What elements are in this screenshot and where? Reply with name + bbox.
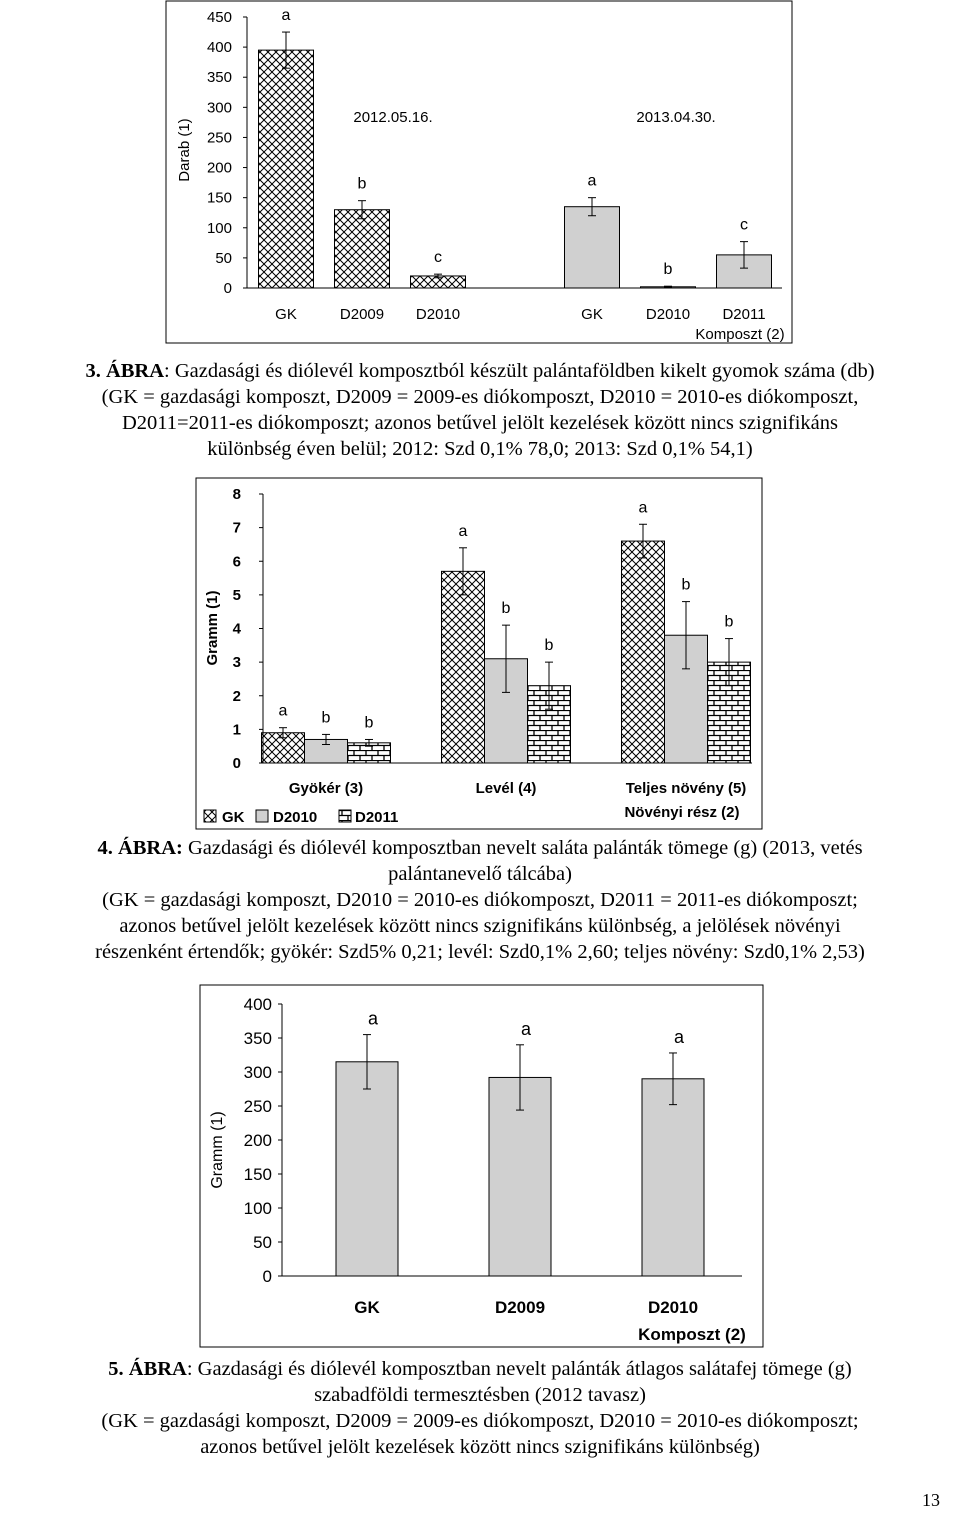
figure4-caption-line4: azonos betűvel jelölt kezelések között nincs szignifikáns különbség, a jelölések növényi [119,915,841,937]
figure4-ytick-label: 1 [232,721,241,739]
figure4-category-label: Gyökér (3) [288,780,364,797]
page-number: 13 [922,1490,940,1510]
figure4-caption-line2: palántanevelő tálcába) [388,863,572,885]
figure5-ytick-label: 150 [243,1165,272,1184]
figure3-significance-letter: c [434,249,442,267]
figure3-ytick-label: 400 [206,39,232,57]
figure3-ytick-label: 150 [206,189,232,207]
figure4-bar [442,571,485,763]
legend-label-gk: GK [222,809,245,826]
figure3-caption-line3: D2011=2011-es diókomposzt; azonos betűvel jelölt kezelések között nincs szignifikáns [122,412,838,434]
figure3-ytick-label: 300 [206,99,232,117]
figure3-significance-letter: a [587,172,597,190]
figure3-category-label: D2011 [722,306,766,323]
figure5-xlabel: Komposzt (2) [638,1325,746,1344]
figure3-significance-letter: c [740,216,748,234]
figure5-ytick-label: 400 [243,995,272,1014]
figure3-significance-letter: b [663,261,673,279]
figure3-caption-line1: : Gazdasági és diólevél komposztból készült palántaföldben kikelt gyomok száma (db) [164,360,875,382]
figure3-ytick-label: 350 [206,69,232,87]
figure4-caption-line5: részenként értendők; gyökér: Szd5% 0,21; levél: Szd0,1% 2,60; teljes növény: Szd0,1% 2,53) [95,941,865,963]
figure3-xlabel: Komposzt (2) [695,326,785,343]
figure5-bar [336,1062,398,1276]
figure3-group-label-2012: 2012.05.16. [353,109,433,126]
figure4-caption [0,835,960,965]
figure5-chart [200,985,763,1347]
figure5-caption-number: 5. ÁBRA [108,1358,187,1380]
figure5-ytick-label: 100 [243,1199,272,1218]
figure5-caption [0,1356,960,1460]
figure4-ytick-label: 2 [232,687,241,705]
figure3-bar [335,210,390,288]
figure4-caption-line1: Gazdasági és diólevél komposztban nevelt saláta palánták tömege (g) (2013, vetés [182,837,863,859]
figure4-ylabel: Gramm (1) [204,590,221,666]
figure5-ytick-label: 250 [243,1097,272,1116]
figure4-xlabel: Növényi rész (2) [624,804,740,821]
figure4-significance-letter: a [278,702,288,720]
figure5-category-label: D2010 [647,1298,699,1317]
figure5-ytick-label: 50 [253,1233,272,1252]
figure3-category-label: D2009 [339,306,385,323]
figure4-ytick-label: 7 [232,519,241,537]
figure3-category-label: D2010 [415,306,461,323]
figure4-legend [204,809,398,826]
figure4-bar [622,541,665,763]
legend-label-d2011: D2011 [355,809,399,826]
figure3-chart [166,1,792,343]
figure5-caption-line2: szabadföldi termesztésben (2012 tavasz) [314,1384,646,1406]
figure3-caption-line2: (GK = gazdasági komposzt, D2009 = 2009-es diókomposzt, D2010 = 2010-es diókomposzt, [101,386,859,408]
figure3-bar [565,207,620,288]
figure4-ytick-label: 4 [232,620,241,638]
figure4-ytick-label: 8 [232,486,241,503]
figure3-caption-number: 3. ÁBRA [85,360,165,382]
figure3-ylabel: Darab (1) [176,118,193,182]
figure5-ytick-label: 200 [243,1131,272,1150]
figure5-significance-letter: a [673,1026,685,1047]
figure5-ytick-label: 300 [243,1063,272,1082]
figure4-significance-letter: b [544,637,554,655]
figure3-ytick-label: 250 [206,129,232,147]
figure3-significance-letter: a [281,7,291,25]
figure3-category-label: GK [581,306,603,323]
figure4-caption-number: 4. ÁBRA: [97,837,183,859]
figure3-group-label-2013: 2013.04.30. [636,109,716,126]
figure4-category-label: Teljes növény (5) [625,780,747,797]
figure5-significance-letter: a [520,1018,532,1039]
figure5-caption-line3: (GK = gazdasági komposzt, D2009 = 2009-es diókomposzt, D2010 = 2010-es diókomposzt; [101,1410,859,1432]
figure5-category-label: GK [354,1298,380,1317]
figure4-significance-letter: b [321,709,331,727]
figure5-ytick-label: 0 [262,1267,272,1286]
figure3-ytick-label: 50 [215,249,232,267]
figure4-significance-letter: b [364,714,374,732]
figure5-significance-letter: a [367,1008,379,1029]
figure4-ytick-label: 5 [232,586,241,604]
figure4-significance-letter: b [724,613,734,631]
figure3-caption-line4: különbség éven belül; 2012: Szd 0,1% 78,0; 2013: Szd 0,1% 54,1) [207,438,753,460]
figure4-significance-letter: b [501,600,511,618]
figure3-significance-letter: b [357,175,367,193]
figure4-significance-letter: a [458,522,468,540]
figure3-caption [0,358,960,462]
figure4-significance-letter: b [681,576,691,594]
figure3-category-label: D2010 [645,306,691,323]
figure5-ylabel: Gramm (1) [209,1111,226,1189]
figure4-ytick-label: 6 [232,553,241,571]
figure3-category-label: GK [275,306,297,323]
figure4-ytick-label: 0 [232,755,241,772]
legend-swatch-gk [204,810,216,822]
figure3-ytick-label: 0 [223,280,232,297]
figure5-bar [642,1079,704,1276]
figure4-caption-line3: (GK = gazdasági komposzt, D2010 = 2010-es diókomposzt, D2011 = 2011-es diókomposzt; [102,889,858,911]
figure5-category-label: D2009 [494,1298,546,1317]
figure3-ytick-label: 100 [206,219,232,237]
figure3-ytick-label: 200 [206,159,232,177]
figure4-chart [196,478,762,829]
figure5-caption-line1: : Gazdasági és diólevél komposztban nevelt palánták átlagos salátafej tömege (g) [186,1358,852,1380]
figure5-caption-line4: azonos betűvel jelölt kezelések között nincs szignifikáns különbség) [200,1436,760,1458]
figure3-bar [259,50,314,288]
legend-swatch-d2011 [339,810,351,822]
figure5-ytick-label: 350 [243,1029,272,1048]
figure3-ytick-label: 450 [206,9,232,26]
legend-swatch-d2010 [256,810,268,822]
legend-label-d2010: D2010 [273,809,318,826]
figure4-significance-letter: a [638,499,648,517]
figure4-ytick-label: 3 [232,654,241,672]
figure4-category-label: Levél (4) [475,780,537,797]
